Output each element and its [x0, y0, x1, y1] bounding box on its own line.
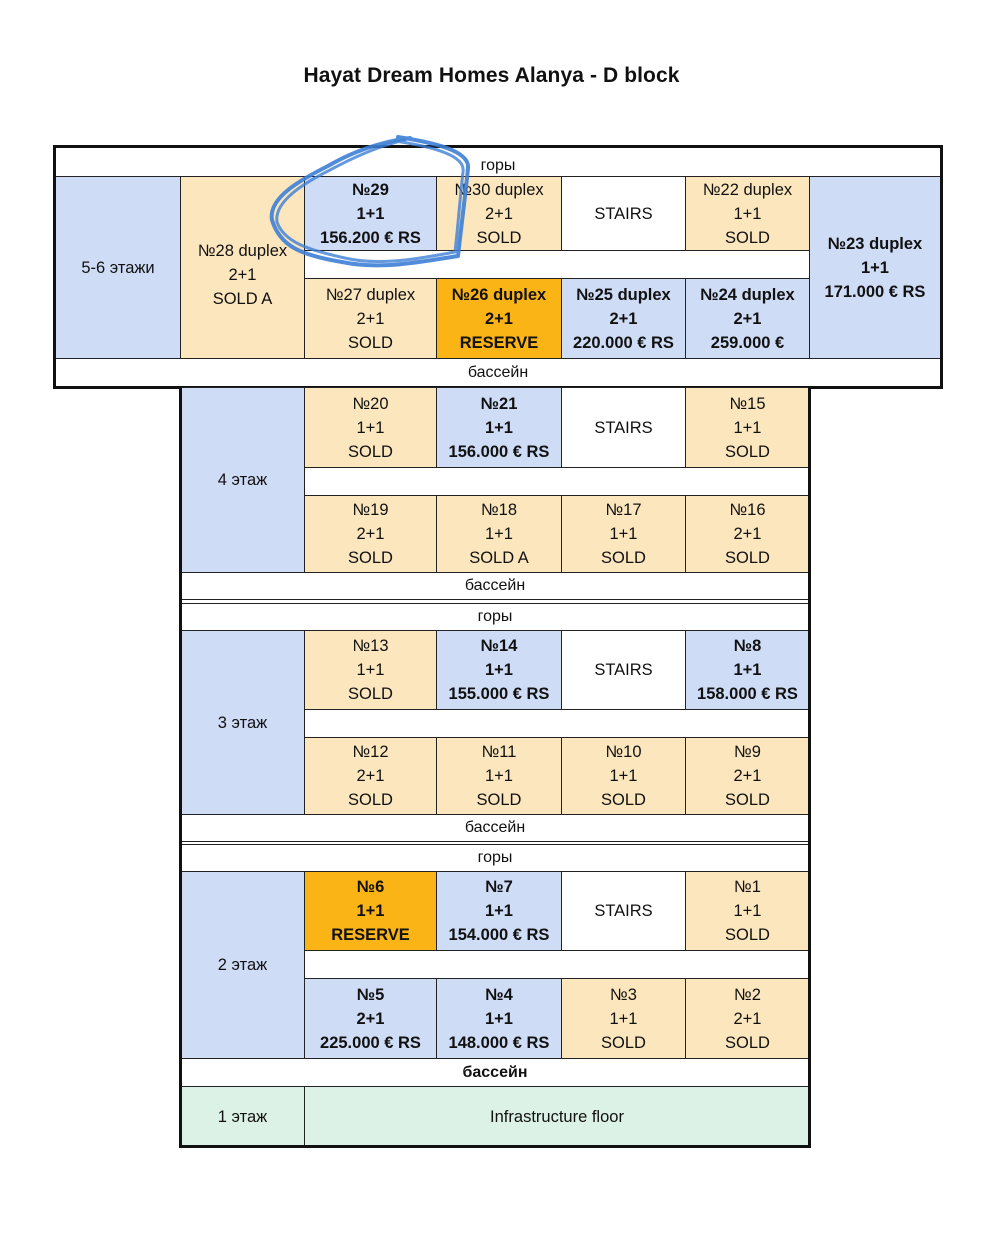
unit-type: 2+1 — [228, 265, 257, 284]
unit-status: SOLD — [348, 333, 393, 352]
floor-label-3: 3 этаж — [180, 630, 305, 815]
unit-10[interactable] — [561, 737, 686, 815]
unit-status: SOLD A — [212, 289, 273, 308]
unit-5[interactable] — [304, 978, 437, 1059]
unit-number: №23 duplex — [827, 234, 923, 253]
unit-status: 171.000 € RS — [824, 282, 926, 301]
unit-number: №28 duplex — [197, 241, 288, 260]
mountains-band-3 — [180, 603, 810, 631]
unit-30[interactable] — [436, 176, 562, 251]
pool-band-2 — [180, 1058, 810, 1087]
unit-number: №10 — [605, 743, 642, 761]
unit-status: RESERVE — [459, 333, 539, 352]
pool-band-4 — [180, 572, 810, 600]
unit-2[interactable] — [685, 978, 810, 1059]
unit-status: SOLD A — [469, 549, 529, 567]
unit-status: SOLD — [476, 791, 522, 809]
unit-type: 2+1 — [485, 204, 513, 223]
unit-4[interactable] — [436, 978, 562, 1059]
unit-status: SOLD — [348, 685, 393, 703]
unit-number: №13 — [352, 637, 389, 655]
pool-label: бассейн — [467, 363, 529, 381]
unit-type: 2+1 — [733, 309, 762, 328]
stairs-cell: STAIRS — [561, 630, 686, 710]
unit-14[interactable] — [436, 630, 562, 710]
unit-type: 2+1 — [356, 1009, 385, 1028]
unit-16[interactable] — [685, 495, 810, 573]
unit-number: №16 — [729, 501, 766, 519]
unit-6[interactable] — [304, 871, 437, 951]
unit-13[interactable] — [304, 630, 437, 710]
unit-type: 1+1 — [609, 767, 638, 785]
unit-28[interactable] — [180, 176, 305, 359]
unit-26[interactable] — [436, 278, 562, 359]
corridor — [304, 950, 810, 979]
unit-type: 2+1 — [733, 525, 762, 543]
unit-status: SOLD — [725, 228, 770, 247]
unit-number: №29 — [352, 180, 389, 199]
unit-number: №17 — [605, 501, 642, 519]
unit-status: 148.000 € RS — [448, 1033, 550, 1052]
mountains-band-top — [55, 147, 941, 177]
unit-25[interactable] — [561, 278, 686, 359]
unit-status: RESERVE — [331, 926, 410, 944]
unit-number: №9 — [734, 743, 761, 761]
unit-type: 1+1 — [485, 661, 513, 679]
mountains-band-2 — [180, 844, 810, 872]
infrastructure-floor: Infrastructure floor — [304, 1086, 810, 1147]
unit-type: 2+1 — [356, 525, 385, 543]
stairs-cell: STAIRS — [561, 871, 686, 951]
stairs-cell: STAIRS — [561, 387, 686, 468]
mountains-label: горы — [477, 849, 513, 866]
unit-status: SOLD — [601, 549, 646, 567]
corridor — [304, 467, 810, 496]
unit-type: 1+1 — [356, 902, 385, 920]
unit-status: 154.000 € RS — [448, 926, 550, 944]
unit-21[interactable] — [436, 387, 562, 468]
unit-status: SOLD — [725, 926, 770, 944]
unit-status: 220.000 € RS — [573, 333, 674, 352]
unit-3[interactable] — [561, 978, 686, 1059]
unit-number: №24 duplex — [700, 285, 795, 304]
unit-type: 1+1 — [356, 204, 385, 223]
unit-type: 2+1 — [733, 767, 762, 785]
unit-type: 1+1 — [861, 258, 889, 277]
unit-9[interactable] — [685, 737, 810, 815]
unit-12[interactable] — [304, 737, 437, 815]
pool-label: бассейн — [464, 577, 526, 594]
unit-number: №14 — [480, 637, 518, 655]
unit-27[interactable] — [304, 278, 437, 359]
unit-type: 1+1 — [609, 1009, 638, 1028]
unit-status: SOLD — [725, 549, 770, 567]
unit-status: 158.000 € RS — [697, 685, 798, 703]
unit-number: №3 — [610, 985, 637, 1004]
unit-7[interactable] — [436, 871, 562, 951]
unit-status: 155.000 € RS — [448, 685, 550, 703]
unit-type: 1+1 — [485, 767, 513, 785]
unit-type: 1+1 — [733, 661, 762, 679]
unit-number: №5 — [356, 985, 385, 1004]
unit-number: №26 duplex — [451, 285, 547, 304]
unit-type: 2+1 — [356, 767, 385, 785]
floor-label-1: 1 этаж — [180, 1086, 305, 1147]
unit-type: 1+1 — [609, 525, 638, 543]
unit-number: №25 duplex — [576, 285, 671, 304]
unit-number: №27 duplex — [325, 285, 416, 304]
stairs-cell: STAIRS — [561, 176, 686, 251]
unit-23[interactable] — [809, 176, 941, 359]
unit-type: 2+1 — [733, 1009, 762, 1028]
unit-status: SOLD — [601, 791, 646, 809]
unit-status: SOLD — [725, 442, 770, 461]
unit-1[interactable] — [685, 871, 810, 951]
unit-20[interactable] — [304, 387, 437, 468]
unit-number: №21 — [480, 394, 518, 413]
unit-type: 1+1 — [733, 418, 762, 437]
unit-status: 259.000 € — [710, 333, 785, 352]
unit-number: №7 — [485, 878, 513, 896]
floor-label-4: 4 этаж — [180, 387, 305, 573]
unit-status: SOLD — [601, 1033, 646, 1052]
unit-status: 156.000 € RS — [448, 442, 550, 461]
unit-24[interactable] — [685, 278, 810, 359]
unit-number: №20 — [352, 394, 389, 413]
unit-number: №8 — [733, 637, 762, 655]
unit-number: №1 — [734, 878, 761, 896]
corridor — [304, 709, 810, 738]
unit-type: 1+1 — [356, 418, 385, 437]
unit-type: 1+1 — [485, 525, 513, 543]
corridor — [304, 250, 810, 279]
floor-label-5-6: 5-6 этажи — [55, 176, 181, 359]
unit-status: SOLD — [476, 228, 522, 247]
unit-29[interactable] — [304, 176, 437, 251]
unit-number: №4 — [485, 985, 513, 1004]
unit-17[interactable] — [561, 495, 686, 573]
unit-type: 2+1 — [609, 309, 638, 328]
unit-number: №18 — [480, 501, 518, 519]
unit-22[interactable] — [685, 176, 810, 251]
unit-number: №30 duplex — [454, 180, 544, 199]
unit-11[interactable] — [436, 737, 562, 815]
unit-number: №6 — [356, 878, 385, 896]
unit-type: 1+1 — [356, 661, 385, 679]
unit-number: №22 duplex — [702, 180, 793, 199]
pool-band-3 — [180, 814, 810, 842]
unit-type: 2+1 — [356, 309, 385, 328]
unit-type: 1+1 — [485, 1009, 513, 1028]
unit-status: 225.000 € RS — [320, 1033, 421, 1052]
unit-type: 1+1 — [733, 902, 762, 920]
unit-number: №2 — [734, 985, 761, 1004]
unit-status: SOLD — [348, 442, 393, 461]
unit-status: 156.200 € RS — [320, 228, 421, 247]
mountains-label: горы — [480, 157, 516, 174]
unit-type: 1+1 — [485, 902, 513, 920]
unit-type: 1+1 — [733, 204, 762, 223]
unit-status: SOLD — [725, 791, 770, 809]
page-title: Hayat Dream Homes Alanya - D block — [303, 64, 680, 87]
unit-status: SOLD — [725, 1033, 770, 1052]
unit-19[interactable] — [304, 495, 437, 573]
unit-status: SOLD — [348, 791, 393, 809]
pool-band-5-6 — [55, 358, 941, 387]
unit-number: №15 — [729, 394, 766, 413]
unit-number: №11 — [481, 743, 517, 761]
floor-label-2: 2 этаж — [180, 871, 305, 1059]
unit-status: SOLD — [348, 549, 393, 567]
unit-number: №12 — [352, 743, 389, 761]
mountains-label: горы — [477, 608, 513, 625]
unit-number: №19 — [352, 501, 389, 519]
unit-15[interactable] — [685, 387, 810, 468]
unit-type: 1+1 — [485, 418, 513, 437]
unit-type: 2+1 — [485, 309, 513, 328]
pool-label: бассейн — [464, 819, 526, 836]
pool-label: бассейн — [462, 1063, 528, 1081]
unit-8[interactable] — [685, 630, 810, 710]
unit-18[interactable] — [436, 495, 562, 573]
